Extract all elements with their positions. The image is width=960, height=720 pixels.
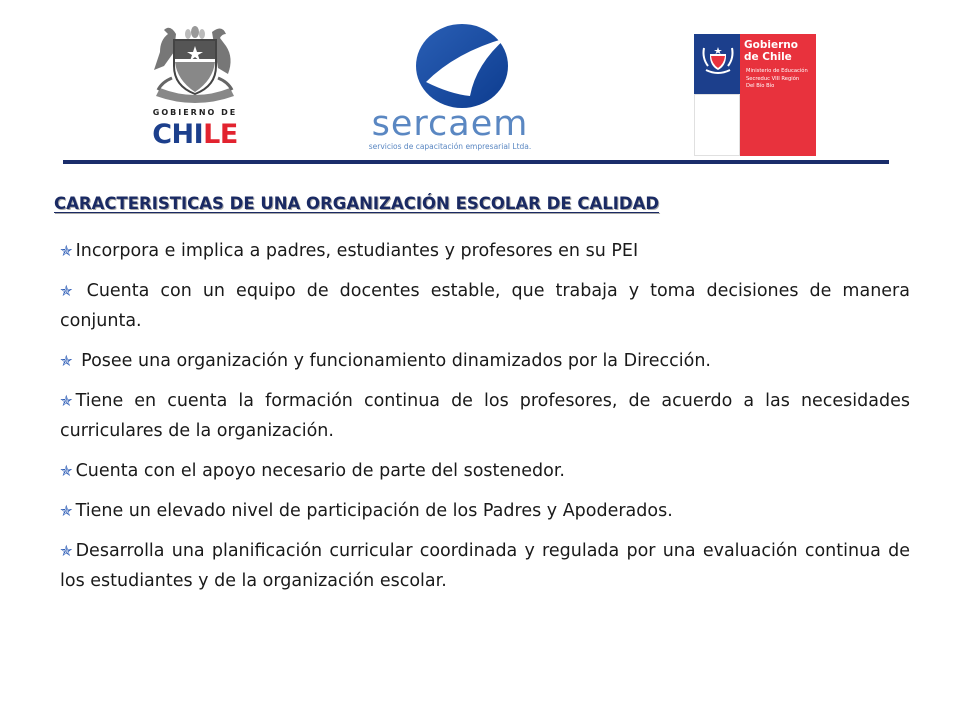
star-icon: ✯	[60, 282, 73, 300]
star-icon: ✯	[60, 502, 73, 520]
chile-wordmark-blue: CHI	[152, 119, 204, 150]
flag-white-block	[694, 94, 740, 156]
ministry-subtitle-line1: Ministerio de Educación	[746, 68, 808, 74]
gobierno-title-line2: de Chile	[744, 50, 792, 63]
star-icon: ✯	[60, 352, 73, 370]
chile-wordmark	[140, 119, 250, 150]
sercaem-tagline: servicios de capacitación empresarial Ltda.	[368, 142, 532, 151]
ministry-subtitle-line3: Del Bío Bío	[746, 83, 775, 89]
list-item-text: Desarrolla una planificación curricular coordinada y regulada por una evaluación continua de los estudiantes y de la organización escolar.	[60, 541, 910, 591]
chile-coat-of-arms-icon	[142, 22, 248, 106]
gobierno-de-chile-logo	[140, 22, 250, 154]
sercaem-wordmark: sercaem	[371, 104, 529, 144]
chile-wordmark-red: LE	[203, 119, 238, 150]
sercaem-swoosh-icon	[412, 20, 512, 110]
page-title: CARACTERISTICAS DE UNA ORGANIZACIÓN ESCOLAR DE CALIDAD	[54, 194, 660, 213]
small-coat-of-arms-icon	[698, 38, 738, 78]
header-divider	[63, 160, 889, 164]
list-item-text: Tiene en cuenta la formación continua de los profesores, de acuerdo a las necesidades curriculares de la organización.	[60, 391, 910, 441]
list-item-text: Cuenta con el apoyo necesario de parte del sostenedor.	[75, 461, 565, 481]
list-item	[60, 346, 910, 376]
gobierno-de-text: GOBIERNO DE	[152, 108, 238, 117]
list-item-text: Posee una organización y funcionamiento dinamizados por la Dirección.	[81, 351, 711, 371]
list-item-text: Cuenta con un equipo de docentes estable, que trabaja y toma decisiones de manera conjunta.	[60, 281, 910, 331]
list-item-text: Incorpora e implica a padres, estudiantes y profesores en su PEI	[75, 241, 639, 261]
list-item	[60, 496, 910, 526]
characteristics-list	[60, 236, 910, 606]
list-item-text: Tiene un elevado nivel de participación de los Padres y Apoderados.	[75, 501, 673, 521]
mineduc-logo	[694, 34, 816, 156]
gobierno-title	[744, 40, 814, 63]
list-item	[60, 456, 910, 486]
star-icon: ✯	[60, 242, 73, 260]
list-item	[60, 276, 910, 336]
gobierno-title-line1: Gobierno	[744, 39, 798, 51]
list-item	[60, 536, 910, 596]
ministry-subtitle-line2: Secreduc VIII Región	[746, 75, 800, 82]
list-item	[60, 236, 910, 266]
ministry-subtitle	[746, 68, 816, 91]
star-icon: ✯	[60, 462, 73, 480]
sercaem-logo	[330, 20, 570, 151]
star-icon: ✯	[60, 392, 73, 410]
list-item	[60, 386, 910, 446]
star-icon: ✯	[60, 542, 73, 560]
